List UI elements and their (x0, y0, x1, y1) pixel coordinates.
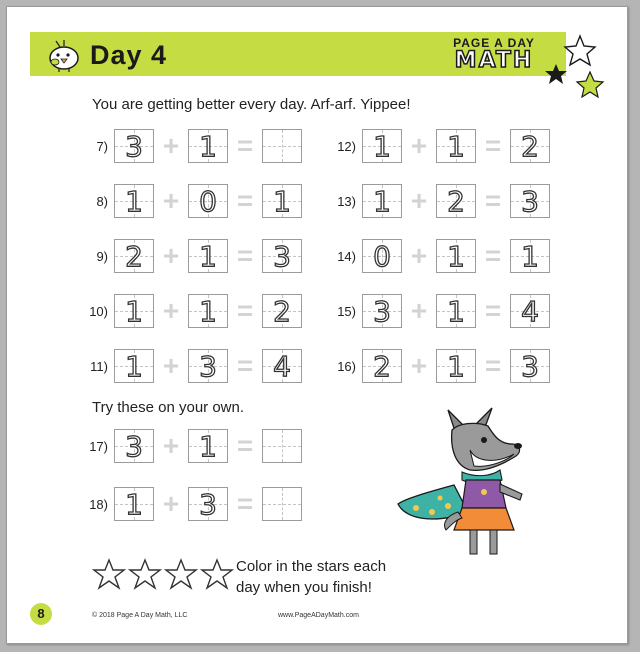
plus-sign: + (410, 240, 428, 271)
problem-number: 7) (96, 138, 108, 154)
stars-instruction (236, 556, 436, 598)
addend-box: 3 (114, 429, 154, 463)
equals-sign: = (236, 430, 254, 461)
problem-number: 11) (90, 358, 108, 374)
equals-sign: = (236, 185, 254, 216)
equals-sign: = (236, 240, 254, 271)
page-number-badge: 8 (30, 603, 52, 625)
star-outline-icon[interactable] (200, 558, 234, 590)
addend-box: 1 (188, 294, 228, 328)
logo-text-bottom: MATH (454, 48, 534, 73)
addend-box: 1 (362, 129, 402, 163)
equals-sign: = (484, 185, 502, 216)
superhero-dog-illustration (396, 400, 556, 560)
equals-sign: = (236, 130, 254, 161)
problem-number: 18) (89, 496, 108, 512)
plus-sign: + (162, 240, 180, 271)
answer-box[interactable]: 2 (262, 294, 302, 328)
problem-13 (326, 183, 550, 219)
problem-number: 9) (96, 248, 108, 264)
equals-sign: = (484, 350, 502, 381)
problem-18 (78, 486, 302, 522)
problem-number: 8) (96, 193, 108, 209)
answer-box[interactable]: 3 (510, 349, 550, 383)
copyright-text: © 2018 Page A Day Math, LLC (92, 612, 188, 619)
addend-box: 3 (188, 487, 228, 521)
plus-sign: + (162, 185, 180, 216)
plus-sign: + (162, 295, 180, 326)
addend-box: 1 (114, 184, 154, 218)
answer-box[interactable]: 4 (510, 294, 550, 328)
addend-box: 1 (188, 129, 228, 163)
answer-box[interactable]: 2 (510, 129, 550, 163)
page-title: Day 4 (90, 40, 168, 70)
answer-box[interactable]: 4 (262, 349, 302, 383)
plus-sign: + (410, 130, 428, 161)
star-outline-icon[interactable] (128, 558, 162, 590)
problem-16 (326, 348, 550, 384)
plus-sign: + (162, 430, 180, 461)
equals-sign: = (484, 130, 502, 161)
plus-sign: + (162, 350, 180, 381)
addend-box: 1 (188, 239, 228, 273)
problem-number: 14) (337, 248, 356, 264)
problem-number: 12) (337, 138, 356, 154)
answer-box[interactable] (262, 129, 302, 163)
addend-box: 1 (436, 129, 476, 163)
plus-sign: + (162, 130, 180, 161)
equals-sign: = (484, 240, 502, 271)
addend-box: 2 (436, 184, 476, 218)
problem-10 (78, 293, 302, 329)
addend-box: 2 (114, 239, 154, 273)
problem-14 (326, 238, 550, 274)
equals-sign: = (236, 488, 254, 519)
problem-9 (78, 238, 302, 274)
website-text: www.PageADayMath.com (278, 612, 359, 619)
answer-box[interactable] (262, 429, 302, 463)
problem-number: 13) (337, 193, 356, 209)
plus-sign: + (410, 350, 428, 381)
answer-box[interactable] (262, 487, 302, 521)
answer-box[interactable]: 1 (262, 184, 302, 218)
equals-sign: = (236, 295, 254, 326)
problem-17 (78, 428, 302, 464)
intro-text: You are getting better every day. Arf-arf. Yippee! (92, 96, 411, 113)
problem-number: 17) (89, 438, 108, 454)
stars-instruction-line2: day when you finish! (236, 579, 372, 596)
star-outline-icon[interactable] (164, 558, 198, 590)
problem-12 (326, 128, 550, 164)
page-a-day-math-logo (446, 34, 542, 76)
addend-box: 1 (188, 429, 228, 463)
problem-8 (78, 183, 302, 219)
addend-box: 1 (436, 294, 476, 328)
addend-box: 3 (114, 129, 154, 163)
addend-box: 1 (114, 349, 154, 383)
addend-box: 3 (362, 294, 402, 328)
plus-sign: + (410, 185, 428, 216)
stars-instruction-line1: Color in the stars each (236, 558, 387, 575)
progress-stars (92, 558, 234, 590)
problem-number: 10) (89, 303, 108, 319)
answer-box[interactable]: 3 (262, 239, 302, 273)
problem-number: 15) (337, 303, 356, 319)
problem-number: 16) (337, 358, 356, 374)
addend-box: 3 (188, 349, 228, 383)
addend-box: 0 (362, 239, 402, 273)
equals-sign: = (484, 295, 502, 326)
addend-box: 1 (114, 487, 154, 521)
problem-7 (78, 128, 302, 164)
addend-box: 1 (436, 239, 476, 273)
addend-box: 1 (114, 294, 154, 328)
section-subheading: Try these on your own. (92, 399, 245, 416)
plus-sign: + (410, 295, 428, 326)
decorative-stars-icon (540, 34, 610, 104)
answer-box[interactable]: 3 (510, 184, 550, 218)
plus-sign: + (162, 488, 180, 519)
problem-15 (326, 293, 550, 329)
problem-11 (78, 348, 302, 384)
addend-box: 1 (436, 349, 476, 383)
equals-sign: = (236, 350, 254, 381)
addend-box: 0 (188, 184, 228, 218)
answer-box[interactable]: 1 (510, 239, 550, 273)
bird-icon (46, 38, 82, 72)
addend-box: 1 (362, 184, 402, 218)
logo-text-top: PAGE A DAY (453, 36, 535, 50)
star-outline-icon[interactable] (92, 558, 126, 590)
addend-box: 2 (362, 349, 402, 383)
